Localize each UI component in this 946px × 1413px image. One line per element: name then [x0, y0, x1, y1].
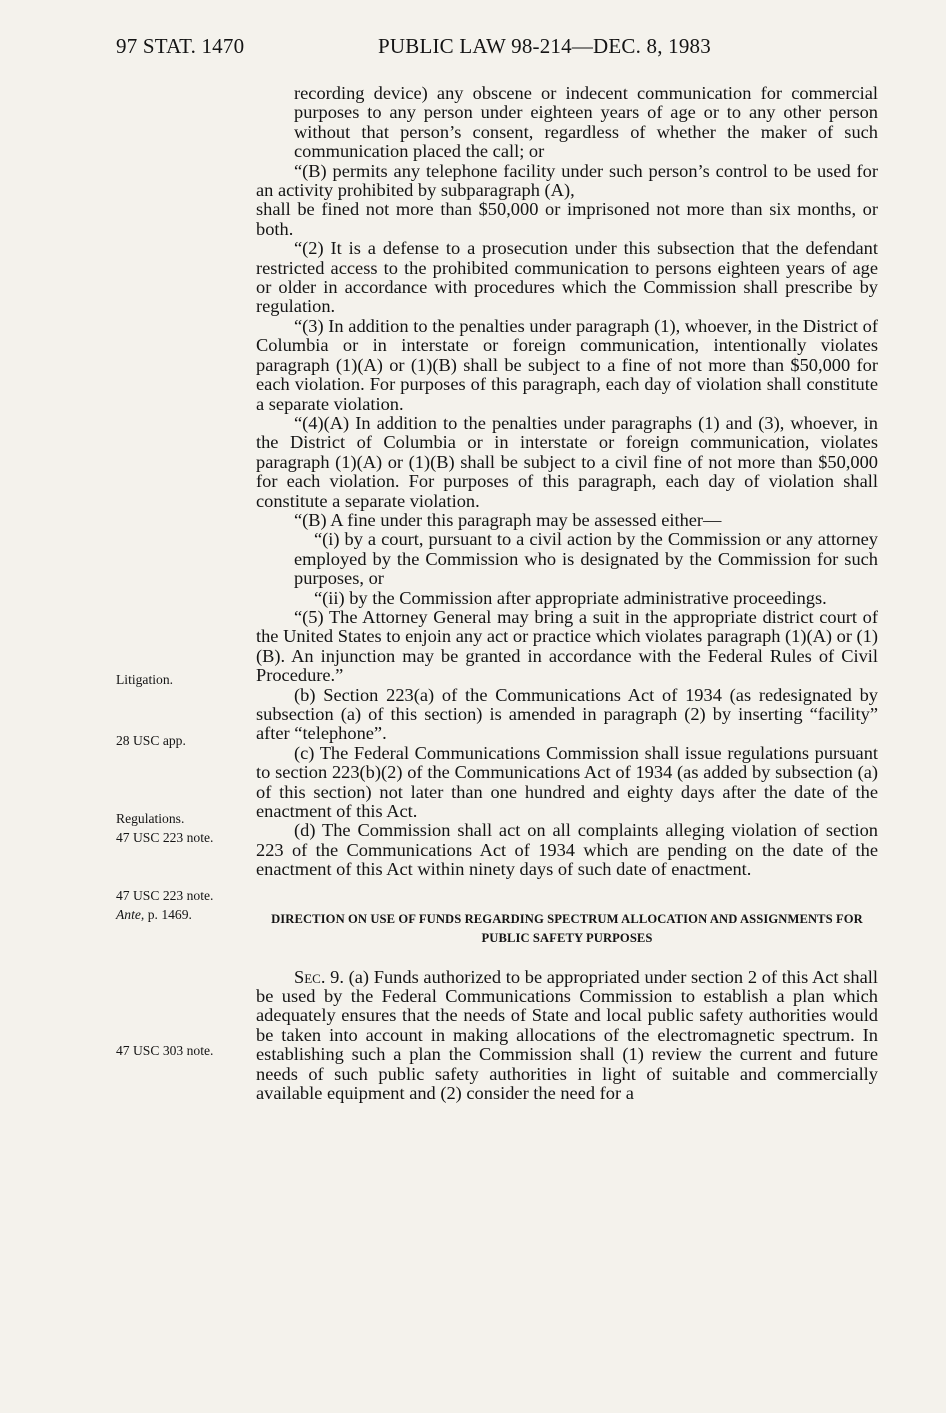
margin-note-regulations: Regulations.: [116, 811, 185, 826]
paragraph-3: “(3) In addition to the penalties under paragraph (1), whoever, in the District of Columbia or in interstate or foreign communication, intentionally violates paragraph (1)(A) or (1)(B) shall be subject to a fine of not more than $50,000 for each violation. For purposes of this paragraph, each day of violation shall constitute a separate violation.: [256, 315, 878, 414]
subsection-c: (c) The Federal Communications Commission shall issue regulations pursuant to section 223(b)(2) of the Communications Act of 1934 (as added by subsection (a) of this section) not later than one hundred and eighty days after the date of the enactment of this Act.: [256, 742, 878, 822]
page-header: [0, 34, 946, 64]
section-9-text: (a) Funds authorized to be appropriated under section 2 of this Act shall be used by the Federal Communications Commission to establish a plan which adequately ensures that the needs of State and local public safety authorities would be taken into account in making allocations of the electromagnetic spectrum. In establishing such a plan the Commission shall (1) review the current and future needs of such public safety authorities in light of suitable and commercially available equipment and (2) consider the need for a: [256, 966, 878, 1104]
section-label: Sec. 9.: [294, 966, 344, 987]
ante-italic: Ante,: [116, 907, 145, 922]
paragraph-1b: “(B) permits any telephone facility under such person’s control to be used for an activity prohibited by subparagraph (A),: [256, 160, 878, 201]
margin-note-28-usc-app: 28 USC app.: [116, 733, 186, 748]
paragraph-penalty: shall be fined not more than $50,000 or imprisoned not more than six months, or both.: [256, 199, 878, 239]
margin-note-47-usc-303: 47 USC 303 note.: [116, 1043, 214, 1058]
paragraph-4b-ii: “(ii) by the Commission after appropriate administrative proceedings.: [314, 587, 827, 608]
margin-note-ante: [116, 905, 192, 924]
ante-page: p. 1469.: [147, 907, 192, 922]
subsection-b: (b) Section 223(a) of the Communications Act of 1934 (as redesignated by subsection (a) of this section) is amended in paragraph (2) by inserting “facility” after “telephone”.: [256, 684, 878, 744]
paragraph-4b: “(B) A fine under this paragraph may be assessed either—: [294, 509, 722, 530]
law-title: PUBLIC LAW 98-214—DEC. 8, 1983: [378, 34, 711, 58]
paragraph-4a: “(4)(A) In addition to the penalties under paragraphs (1) and (3), whoever, in the District of Columbia or in interstate or foreign communication, violates paragraph (1)(A) or (1)(B) shall be subject to a civil fine of not more than $50,000 for each violation. For purposes of this paragraph, each day of violation shall constitute a separate violation.: [256, 412, 878, 511]
margin-note-47-usc-223-b: 47 USC 223 note.: [116, 888, 214, 903]
statute-body: [256, 84, 878, 1104]
paragraph-2: “(2) It is a defense to a prosecution under this subsection that the defendant restricted access to the prohibited communication to persons eighteen years of age or older in accordance with procedures which the Commission shall prescribe by regulation.: [256, 238, 878, 317]
margin-note-47-usc-223-a: 47 USC 223 note.: [116, 830, 214, 845]
stat-page-number: 97 STAT. 1470: [116, 34, 245, 58]
section-heading: DIRECTION ON USE OF FUNDS REGARDING SPECTRUM ALLOCATION AND ASSIGNMENTS FOR PUBLIC SAFETY PURPOSES: [271, 911, 863, 945]
subsection-d: (d) The Commission shall act on all complaints alleging violation of section 223 of the Communications Act of 1934 which are pending on the date of the enactment of this Act within ninety days of such date of enactment.: [256, 820, 878, 880]
paragraph-continuation: recording device) any obscene or indecent communication for commercial purposes to any person under eighteen years of age or to any other person without that person’s consent, regardless of whether the maker of such communication placed the call; or: [294, 83, 878, 162]
paragraph-5: “(5) The Attorney General may bring a suit in the appropriate district court of the United States to enjoin any act or practice which violates paragraph (1)(A) or (1)(B). An injunction may be granted in accordance with the Federal Rules of Civil Procedure.”: [256, 606, 878, 686]
margin-note-litigation: Litigation.: [116, 672, 174, 687]
spacer: [256, 880, 878, 902]
section-9: [256, 968, 878, 1104]
paragraph-4b-i: “(i) by a court, pursuant to a civil action by the Commission or any attorney employed by the Commission who is designated by the Commission for such purposes, or: [294, 529, 878, 589]
